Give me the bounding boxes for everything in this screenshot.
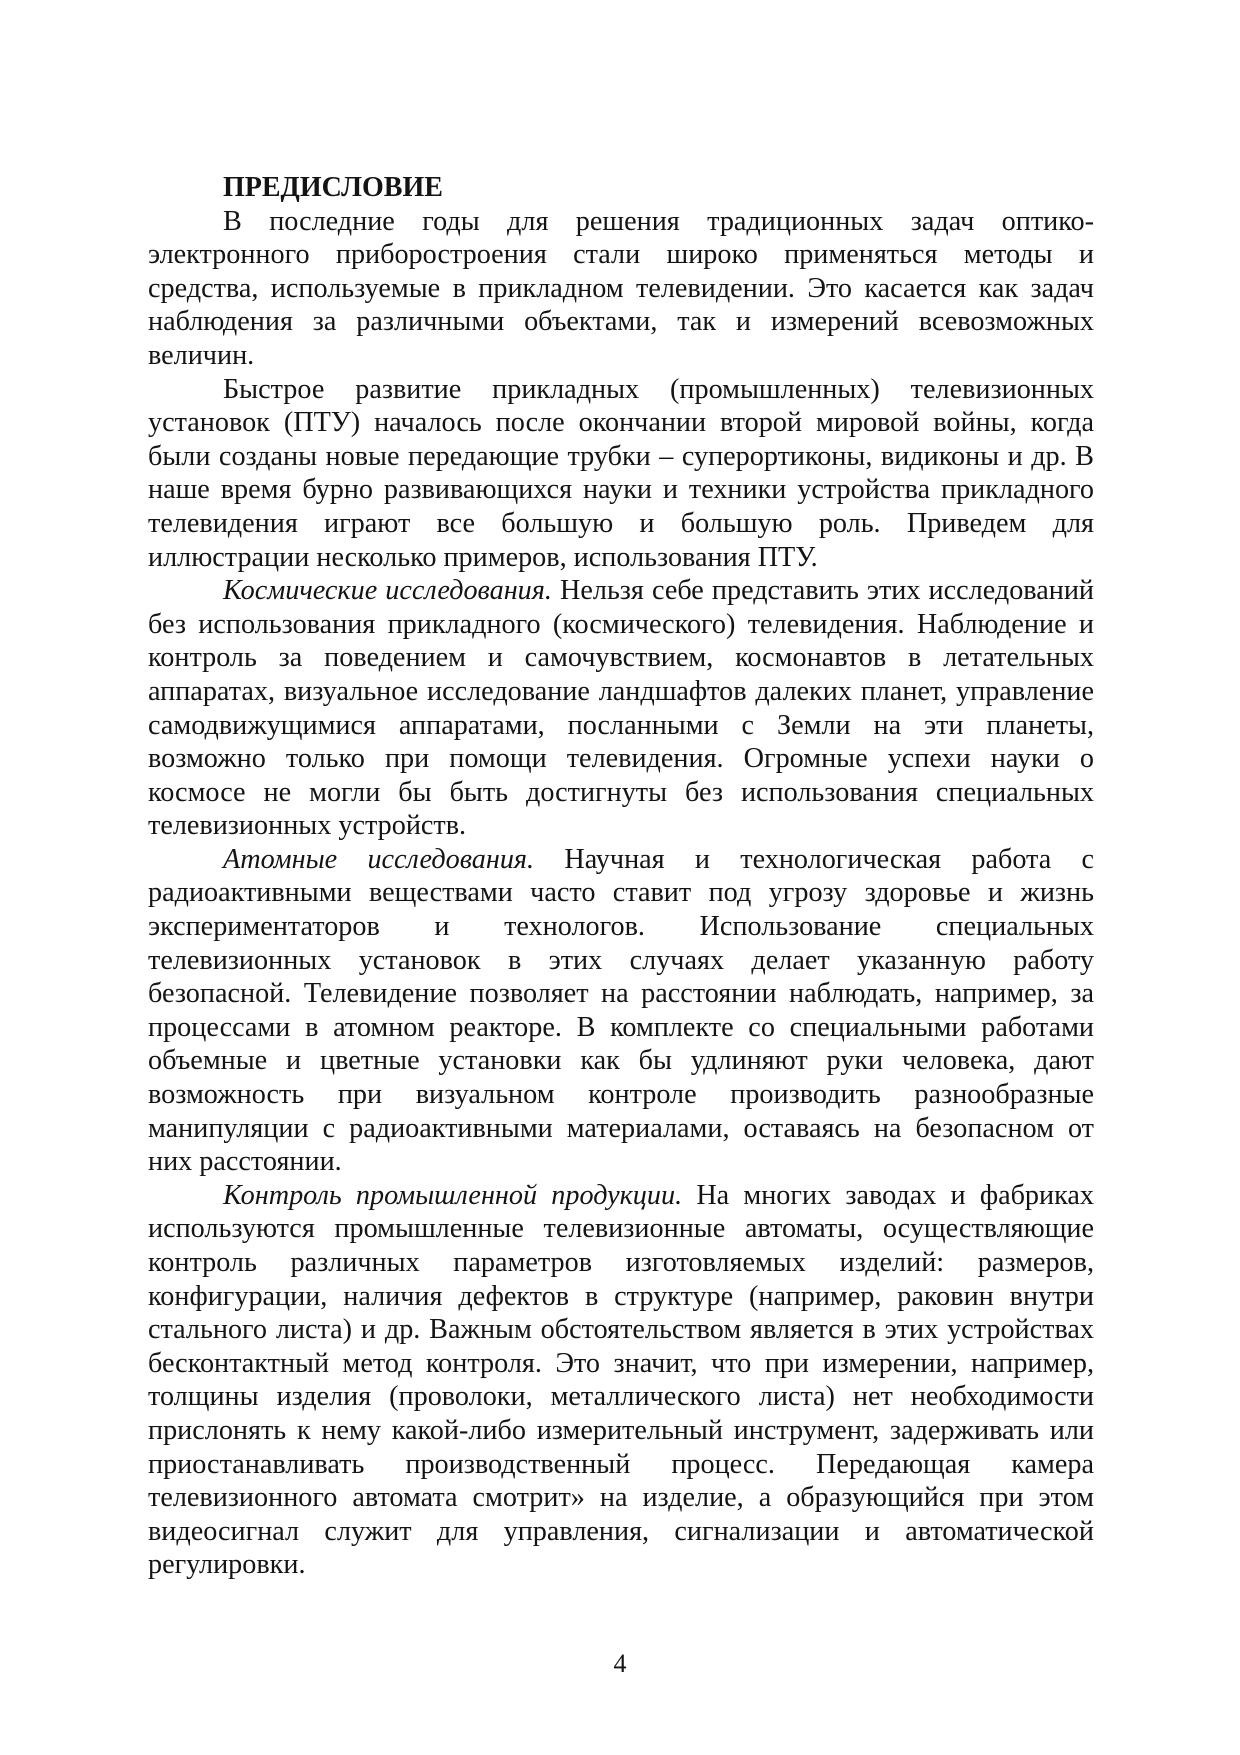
page-number: 4 (613, 1649, 627, 1678)
paragraph-text: Нельзя себе представить этих исследований без использования прикладного (космического) телевидения. Наблюдение и контроль за поведением и самочувствием, космонавтов в летательных аппаратах, визуальное исследование ландшафтов далеких планет, управление самодвижущимися аппаратами, посланными с Земли на эти планеты, возможно только при помощи телевидения. Огромные успехи науки о космосе не могли бы быть достигнуты без использования специальных телевизионных устройств. (148, 575, 1094, 842)
paragraph-lead-italic: Контроль промышленной продукции. (223, 1179, 683, 1211)
section-heading: ПРЕДИСЛОВИЕ (223, 172, 443, 203)
paragraph-history (148, 373, 1094, 575)
paragraph-text: На многих заводах и фабриках используются промышленные телевизионные автоматы, осуществляющие контроль различных параметров изготовляемых изделий: размеров, конфигурации, наличия дефектов в структуре (например, раковин внутри стального листа) и др. Важным обстоятельством является в этих устройствах бесконтактный метод контроля. Это значит, что при измерении, например, толщины изделия (проволоки, металлического листа) нет необходимости прислонять к нему какой-либо измерительный инструмент, задерживать или приостанавливать производственный процесс. Передающая камера телевизионного автомата смотрит» на изделие, а образующийся при этом видеосигнал служит для управления, сигнализации и автоматической регулировки. (148, 1179, 1094, 1581)
paragraph-text: Научная и технологическая работа с радиоактивными веществами часто ставит под угрозу здоровье и жизнь экспериментаторов и технологов. Использование специальных телевизионных установок в этих случаях делает указанную работу безопасной. Телевидение позволяет на расстоянии наблюдать, например, за процессами в атомном реакторе. В комплекте со специальными работами объемные и цветные установки как бы удлиняют руки человека, дают возможность при визуальном контроле производить разнообразные манипуляции с радиоактивными материалами, оставаясь на безопасном от них расстоянии. (148, 843, 1094, 1178)
paragraph-lead-italic: Атомные исследования. (223, 843, 535, 875)
paragraph-text: Быстрое развитие прикладных (промышленных) телевизионных установок (ПТУ) началось после окончании второй мировой войны, когда были созданы новые передающие трубки – суперортиконы, видиконы и др. В наше время бурно развивающихся науки и техники устройства прикладного телевидения играют все большую и большую роль. Приведем для иллюстрации несколько примеров, использования ПТУ. (148, 373, 1094, 573)
paragraph-intro (148, 205, 1094, 373)
paragraph-space-research (148, 574, 1094, 843)
paragraph-lead-italic: Космические исследования. (223, 575, 552, 607)
paragraph-atomic-research (148, 843, 1094, 1179)
paragraph-industrial-control (148, 1179, 1094, 1582)
paragraph-text: В последние годы для решения традиционных задач оптико-электронного приборостроения стали широко применяться методы и средства, используемые в прикладном телевидении. Это касается как задач наблюдения за различными объектами, так и измерений всевозможных величин. (148, 205, 1094, 371)
page-content (148, 171, 1094, 1582)
